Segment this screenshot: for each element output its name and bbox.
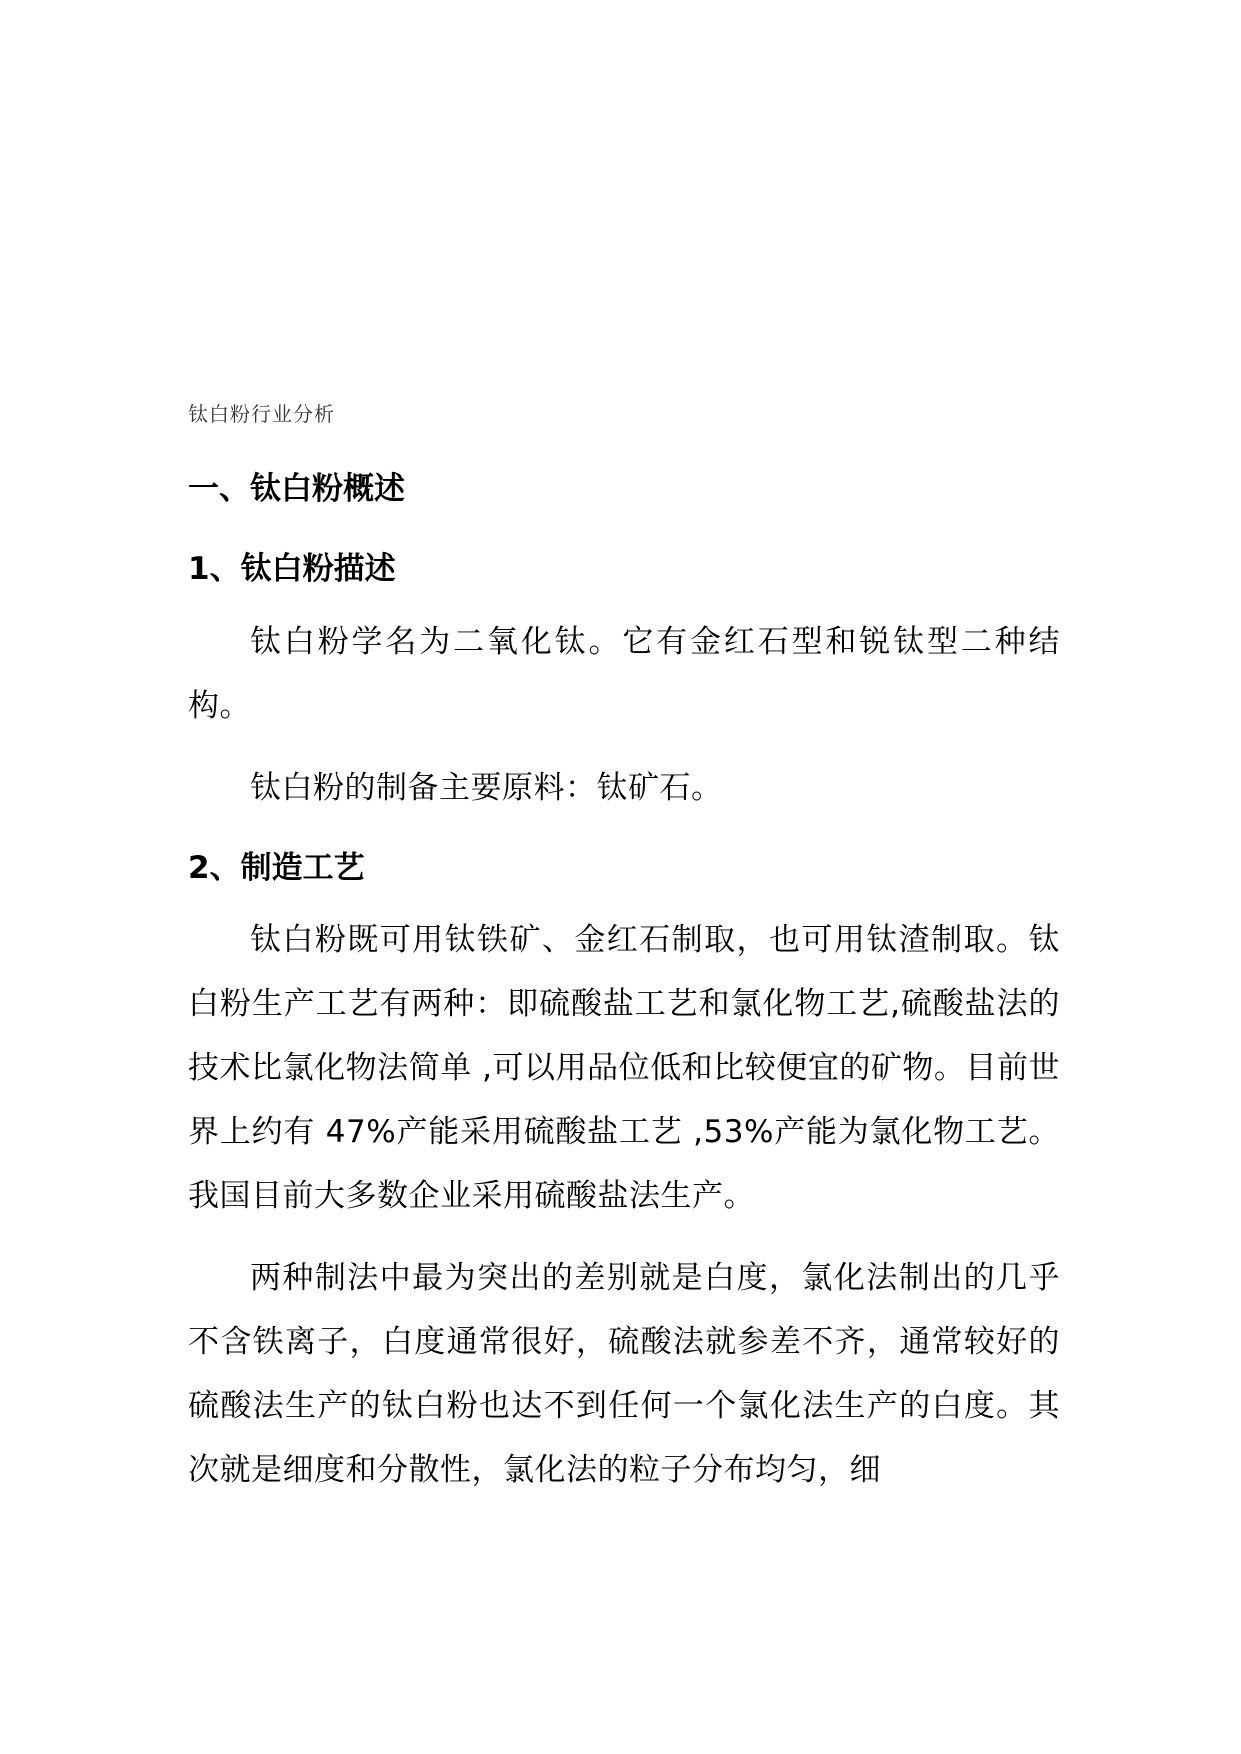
document-page [188,398,1060,1520]
section-heading-2: 2、制造工艺 [188,849,365,886]
document-title: 钛白粉行业分析 [188,402,335,426]
paragraph: 钛白粉的制备主要原料：钛矿石。 [250,769,723,806]
section-heading-1: 1、钛白粉描述 [188,551,396,588]
paragraph: 两种制法中最为突出的差别就是白度，氯化法制出的几乎不含铁离子，白度通常很好，硫酸法就参差不齐，通常较好的硫酸法生产的钛白粉也达不到任何一个氯化法生产的白度。其次就是细度和分散性，氯化法的粒子分布均匀，细 [188,1259,1060,1488]
paragraph: 钛白粉既可用钛铁矿、金红石制取，也可用钛渣制取。钛白粉生产工艺有两种：即硫酸盐工艺和氯化物工艺,硫酸盐法的技术比氯化物法简单 ,可以用品位低和比较便宜的矿物。目前世界上约有 47%产能采用硫酸盐工艺 ,53%产能为氯化物工艺。我国目前大多数企业采用硫酸盐法生产。 [188,921,1060,1214]
chapter-heading: 一、钛白粉概述 [188,471,405,507]
paragraph: 钛白粉学名为二氧化钛。它有金红石型和锐钛型二种结构。 [188,623,1060,724]
